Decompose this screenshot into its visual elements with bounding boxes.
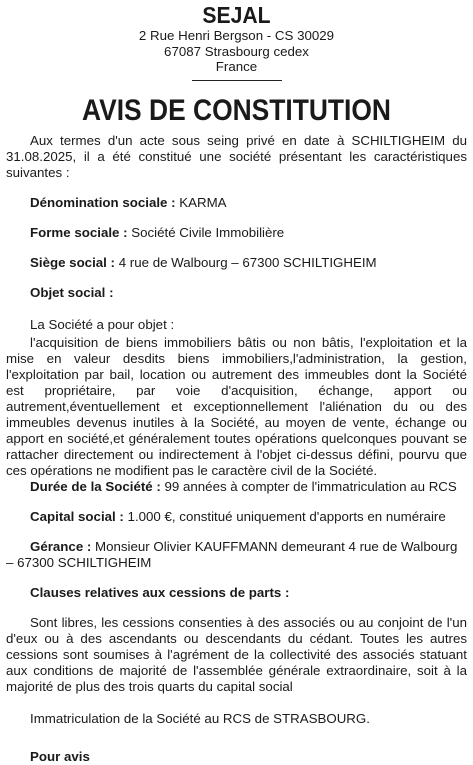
denomination-value: KARMA [175,194,227,210]
clauses-label: Clauses relatives aux cessions de parts : [30,584,290,600]
closing-signature: Pour avis [30,748,90,764]
immatriculation-text: Immatriculation de la Société au RCS de STRASBOURG. [30,710,370,726]
duree-label: Durée de la Société : [30,478,161,494]
header-divider [192,80,282,81]
forme-field [6,225,467,241]
siege-field [6,255,467,271]
forme-value: Société Civile Immobilière [127,224,285,240]
publisher-address-line2: 67087 Strasbourg cedex [164,43,309,59]
gerance-field [6,539,467,571]
objet-text: l'acquisition de biens immobiliers bâtis ou non bâtis, l'exploitation et la mise en valeur desdits biens immobiliers,l'administration, la gestion, l'exploitation par bail, location ou autrement des immeubles dont la Société est propriétaire, par voie d'acquisition, échange, apport ou autrement,éventuellement et exceptionnellement l'aliénation du ou des immeubles devenus inutiles à la Société, au moyen de vente, échange ou apport en société,et généralement toutes opérations quelconques pouvant se rattacher directement ou indirectement à l'objet ci-dessus défini, pourvu que ces opérations ne modifient pas le caractère civil de la Société. [6,334,467,478]
objet-field [6,285,467,301]
capital-field [6,509,467,525]
duree-field [6,479,467,495]
gerance-label: Gérance : [30,538,92,554]
siege-value: 4 rue de Walbourg – 67300 SCHILTIGHEIM [115,254,377,270]
publisher-header [6,0,467,81]
denomination-label: Dénomination sociale : [30,194,176,210]
objet-intro: La Société a pour objet : [30,316,175,332]
clauses-text: Sont libres, les cessions consenties à des associés ou au conjoint de l'un d'eux ou à des ascendants ou descendants du cédant. Toutes les autres cessions sont soumises à l'agrément de la collectivité des associés statuant aux conditions de majorité de l'assemblée générale extraordinaire, soit à la majorité de plus des trois quarts du capital social [6,614,467,694]
gerance-value: Monsieur Olivier KAUFFMANN demeurant 4 rue de Walbourg – 67300 SCHILTIGHEIM [6,538,458,570]
notice-title: AVIS DE CONSTITUTION [82,93,391,127]
capital-value: 1.000 €, constitué uniquement d'apports en numéraire [123,508,446,524]
clauses-field [6,585,467,601]
duree-value: 99 années à compter de l'immatriculation au RCS [160,478,457,494]
denomination-field [6,195,467,211]
publisher-address-line3: France [215,59,258,74]
publisher-address-line1: 2 Rue Henri Bergson - CS 30029 [138,28,335,43]
forme-label: Forme sociale : [30,224,128,240]
objet-label: Objet social : [30,284,114,300]
notice-body [6,133,467,765]
publisher-name: SEJAL [202,2,271,28]
intro-paragraph: Aux termes d'un acte sous seing privé en date à SCHILTIGHEIM du 31.08.2025, il a été constitué une société présentant les caractéristiques suivantes : [6,132,467,180]
siege-label: Siège social : [30,254,115,270]
capital-label: Capital social : [30,508,124,524]
